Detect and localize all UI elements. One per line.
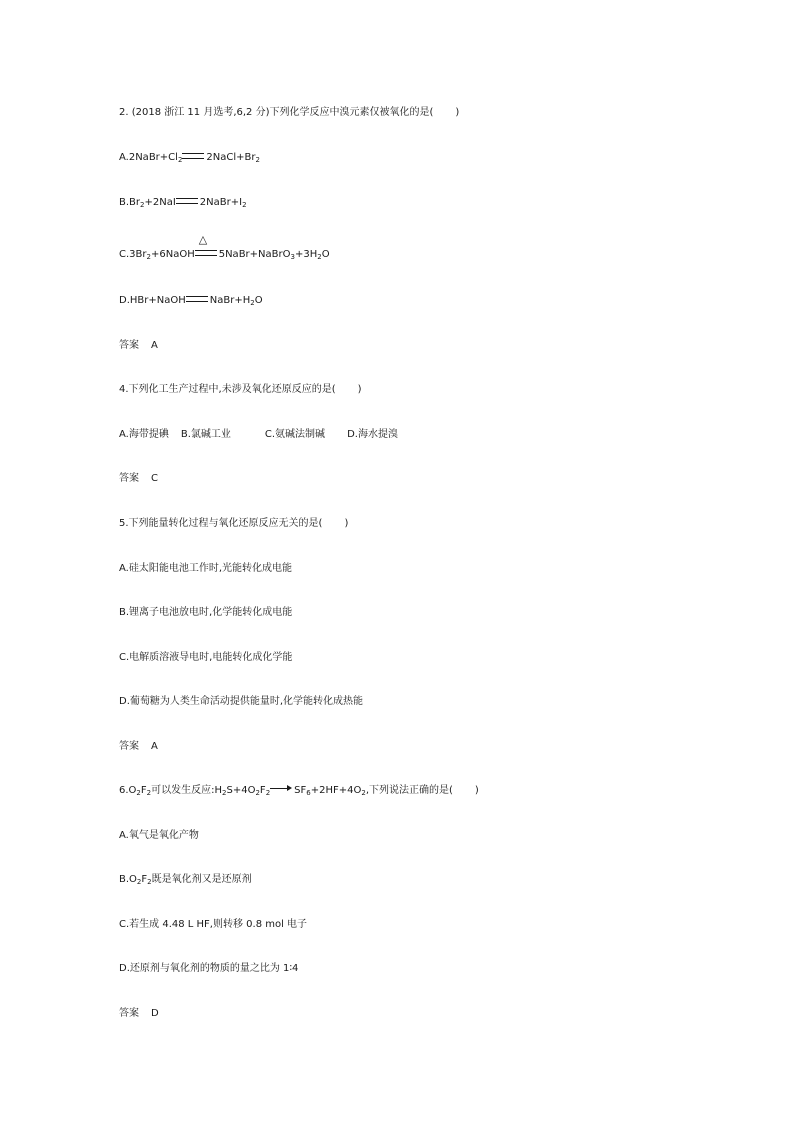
q5-option-c: C.电解质溶液导电时,电能转化成化学能 [119, 652, 293, 663]
q6-option-a: A.氧气是氧化产物 [119, 830, 199, 841]
q4-stem: 4.下列化工生产过程中,未涉及氧化还原反应的是( ) [119, 384, 362, 395]
q4-option-b: B.氯碱工业 [180, 429, 231, 440]
q5-option-b: B.锂离子电池放电时,化学能转化成电能 [119, 607, 293, 618]
q5-stem: 5.下列能量转化过程与氧化还原反应无关的是( ) [119, 518, 349, 529]
q6-option-b: $B.O_2F_2$既是氧化剂又是还原剂 [119, 874, 252, 886]
q5-answer: 答案 A [119, 741, 158, 752]
q6-option-d: D.还原剂与氧化剂的物质的量之比为 1∶4 [119, 963, 299, 974]
q6-stem: $6.O_2F_2$可以发生反应$:H_2S+4O_2F_2$ $SF_6+2HF+4O_2$,下列说法正确的是( ) [119, 785, 479, 797]
q2-option-c: $C.3Br_2+6NaOH$ △ $5NaBr+NaBrO_3+3H_2O$ [119, 233, 330, 261]
q4-option-a: A.海带提碘 [119, 429, 169, 440]
q6-option-c: C.若生成 4.48 L HF,则转移 0.8 mol 电子 [119, 919, 308, 930]
q2-answer: 答案 A [119, 340, 158, 351]
q5-option-d: D.葡萄糖为人类生命活动提供能量时,化学能转化成热能 [119, 696, 364, 707]
heating-condition-icon: △ [198, 233, 208, 246]
reaction-arrow-icon [270, 785, 292, 791]
q5-option-a: A.硅太阳能电池工作时,光能转化成电能 [119, 563, 293, 574]
equals-sign-icon [182, 153, 204, 159]
q2-option-b: $B.Br_2+2NaI$ $2NaBr+I_2$ [119, 197, 247, 209]
q4-answer: 答案 C [119, 473, 158, 484]
q4-option-d: D.海水提溴 [347, 429, 398, 440]
q2-option-d: D.HBr+NaOH $NaBr+H_2O$ [119, 295, 263, 307]
equals-sign-icon [186, 296, 208, 302]
q4-options [119, 428, 398, 442]
q6-answer: 答案 D [119, 1008, 159, 1019]
equals-sign-icon [195, 250, 217, 256]
q2-option-a: $A.2NaBr+Cl_2$ $2NaCl+Br_2$ [119, 152, 260, 164]
equals-sign-icon [176, 198, 198, 204]
q4-option-c: C.氨碱法制碱 [264, 429, 326, 440]
q2-stem: 2. (2018 浙江 11 月选考,6,2 分)下列化学反应中溴元素仅被氧化的是( ) [119, 107, 460, 118]
